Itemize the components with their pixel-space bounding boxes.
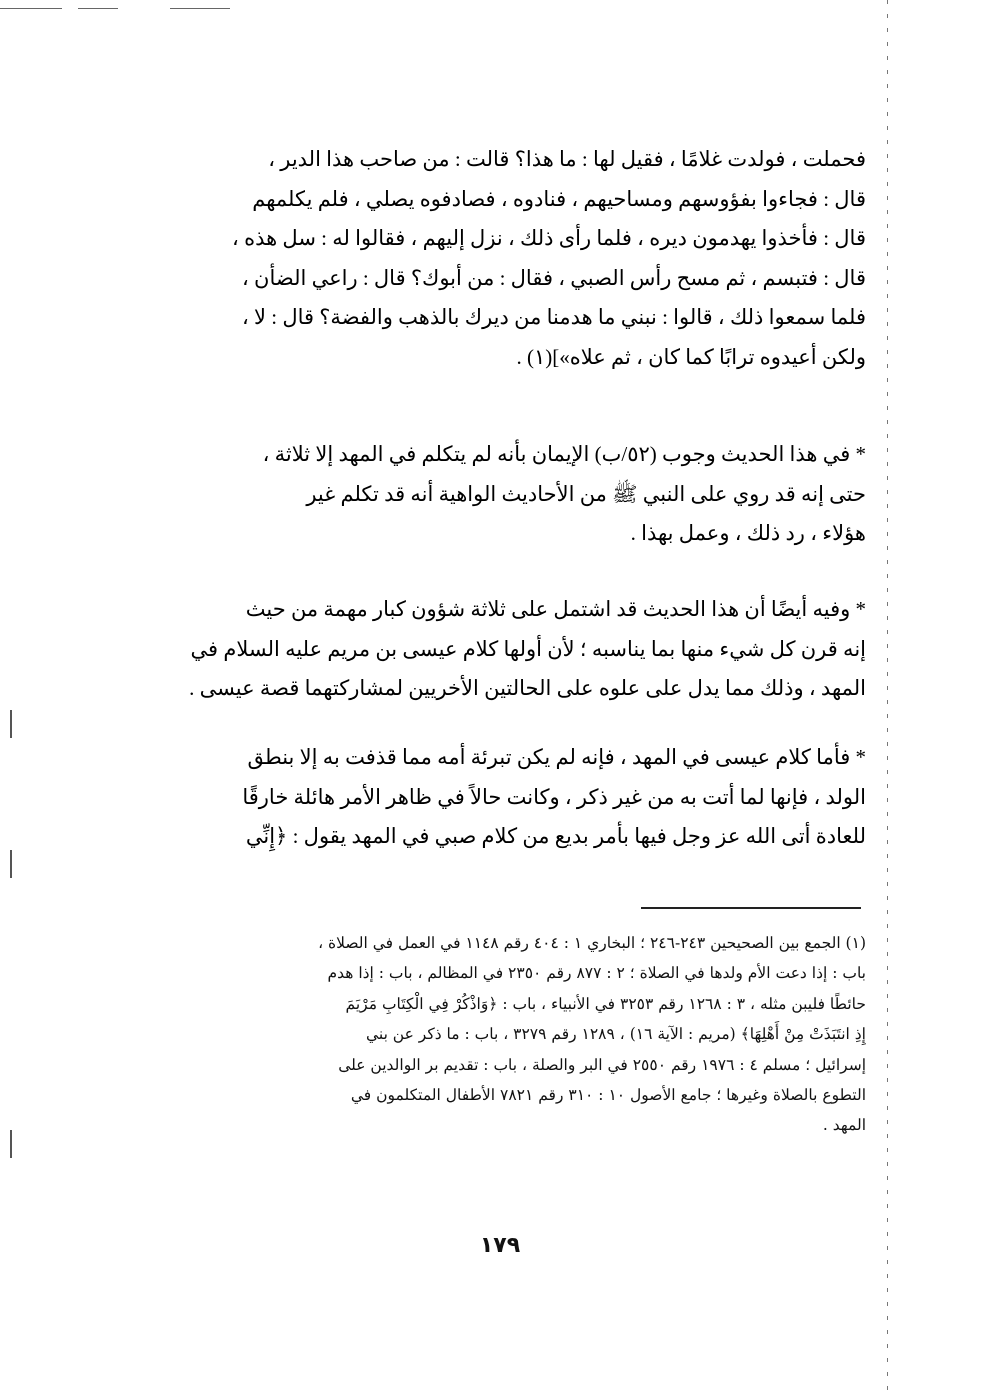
text-line: الولد ، فإنها لما أتت به من غير ذكر ، وكانت حالاً في ظاهر الأمر هائلة خارقًا (242, 784, 866, 809)
footnote-line: المهد . (822, 1116, 866, 1135)
text-line: فحملت ، فولدت غلامًا ، فقيل لها : ما هذا؟ قالت : من صاحب هذا الدير ، (268, 147, 866, 171)
text-line: قال : فجاءوا بفؤوسهم ومساحيهم ، فنادوه ، فصادفوه يصلي ، فلم يكلمهم (252, 186, 866, 211)
text-line: * وفيه أيضًا أن هذا الحديث قد اشتمل على ثلاثة شؤون كبار مهمة من حيث (245, 597, 866, 621)
footnote-line: (١) الجمع بين الصحيحين ٢٤٣-٢٤٦ ؛ البخاري ١ : ٤٠٤ رقم ١١٤٨ في العمل في الصلاة ، (318, 934, 866, 952)
text-line: المهد ، وذلك مما يدل على علوه على الحالتين الأخريين لمشاركتهما قصة عيسى . (189, 676, 866, 700)
paragraph-2 (150, 435, 866, 554)
paragraph-3 (150, 590, 866, 709)
footnote (150, 928, 866, 1141)
scan-edge-mark (10, 850, 12, 878)
text-line: حتى إنه قد روي على النبي ﷺ من الأحاديث الواهية أنه قد تكلم غير (306, 481, 866, 506)
scan-edge-mark (0, 8, 62, 9)
text-line: * فأما كلام عيسى في المهد ، فإنه لم يكن تبرئة أمه مما قذفت به إلا بنطق (247, 745, 866, 769)
text-line: هؤلاء ، رد ذلك ، وعمل بهذا . (630, 521, 866, 545)
page-number: ١٧٩ (479, 1233, 521, 1258)
text-line: ولكن أعيدوه ترابًا كما كان ، ثم علاه»](١) . (516, 344, 866, 369)
footnote-line: التطوع بالصلاة وغيرها ؛ جامع الأصول ١٠ : ٣١٠ رقم ٧٨٢١ الأطفال المتكلمون في (350, 1086, 866, 1105)
text-line: قال : فأخذوا يهدمون ديره ، فلما رأى ذلك ، نزل إليهم ، فقالوا له : سل هذه ، (232, 226, 866, 250)
paragraph-4 (150, 738, 866, 857)
scan-edge-mark (10, 710, 12, 738)
text-line: * في هذا الحديث وجوب (٥٢/ب) الإيمان بأنه لم يتكلم في المهد إلا ثلاثة ، (262, 442, 866, 466)
text-line: إنه قرن كل شيء منها بما يناسبه ؛ لأن أولها كلام عيسى بن مريم عليه السلام في (190, 636, 866, 661)
footnote-line: إسرائيل ؛ مسلم ٤ : ١٩٧٦ رقم ٢٥٥٠ في البر والصلة ، باب : تقديم بر الوالدين على (338, 1055, 866, 1074)
scan-edge-mark (10, 1130, 12, 1158)
text-line: فلما سمعوا ذلك ، قالوا : نبني ما هدمنا من ديرك بالذهب والفضة؟ قال : لا ، (242, 305, 866, 329)
text-line: للعادة أتى الله عز وجل فيها بأمر بديع من كلام صبي في المهد يقول : ﴿إِنِّي (245, 824, 866, 848)
scan-edge-mark (170, 8, 230, 9)
footnote-line: حائطًا فليبن مثله ، ٣ : ١٢٦٨ رقم ٣٢٥٣ في الأنبياء ، باب : ﴿وَاذْكُرْ فِي الْكِتَابِ مَرْيَمَ (345, 994, 866, 1013)
footnote-line: إِذِ انتَبَذَتْ مِنْ أَهْلِهَا﴾ (مريم : الآية ١٦) ، ١٢٨٩ رقم ٣٢٧٩ ، باب : ما ذكر عن بني (365, 1025, 866, 1044)
text-line: قال : فتبسم ، ثم مسح رأس الصبي ، فقال : من أبوك؟ قال : راعي الضأن ، (242, 265, 866, 290)
binding-edge (887, 0, 888, 1397)
scan-edge-mark (78, 8, 118, 9)
footnote-separator (641, 907, 861, 909)
footnote-line: باب : إذا دعت الأم ولدها في الصلاة ؛ ٢ : ٨٧٧ رقم ٢٣٥٠ في المظالم ، باب : إذا هدم (327, 964, 866, 983)
paragraph-1 (150, 140, 866, 377)
